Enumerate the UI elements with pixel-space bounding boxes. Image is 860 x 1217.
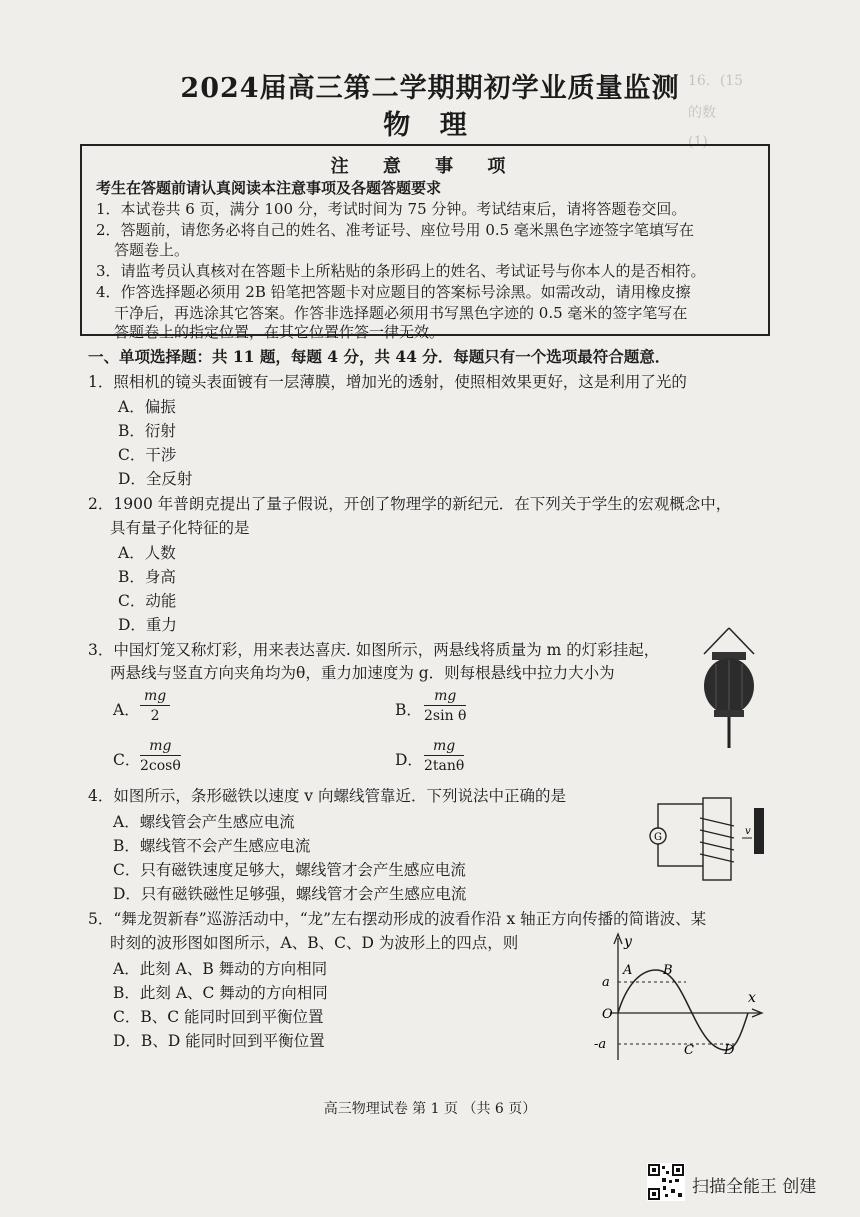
point-b-label: B	[663, 963, 673, 978]
q4-option-a: A．螺线管会产生感应电流	[113, 813, 295, 831]
q5-option-c: C．B、C 能同时回到平衡位置	[113, 1008, 324, 1026]
solenoid-figure	[648, 794, 774, 884]
q3-option-a-fraction	[140, 688, 170, 724]
point-d-label: D	[724, 1043, 735, 1058]
fraction-denominator: 2	[150, 708, 160, 724]
question-5-stem: 5．“舞龙贺新春”巡游活动中，“龙”左右摆动形成的波看作沿 x 轴正方向传播的简谐波、某	[88, 910, 707, 928]
lantern-figure	[696, 624, 762, 754]
fraction-numerator: mg	[140, 688, 170, 706]
q3-option-c-fraction	[140, 738, 181, 774]
q1-option-c: C．干涉	[118, 446, 177, 464]
q4-option-c: C．只有磁铁速度足够大，螺线管才会产生感应电流	[113, 861, 466, 879]
a-label: a	[602, 975, 610, 990]
notice-line: 4．作答选择题必须用 2B 铅笔把答题卡对应题目的答案标号涂黑。如需改动，请用橡皮擦	[96, 283, 691, 301]
neg-a-label: -a	[594, 1037, 607, 1052]
question-5-stem-cont: 时刻的波形图如图所示，A、B、C、D 为波形上的四点，则	[110, 934, 519, 952]
q3-option-d-fraction	[424, 738, 464, 774]
section-heading: 一、单项选择题：共 11 题，每题 4 分，共 44 分．每题只有一个选项最符合题意．	[88, 347, 671, 366]
notice-line: 3．请监考员认真核对在答题卡上所粘贴的条形码上的姓名、考试证号与你本人的是否相符。	[96, 262, 706, 280]
q3-option-d-label: D．	[395, 751, 423, 769]
wave-figure	[588, 928, 768, 1068]
q1-option-d: D．全反射	[118, 470, 193, 488]
q2-option-a: A．人数	[118, 544, 176, 562]
q4-option-d: D．只有磁铁磁性足够强，螺线管才会产生感应电流	[113, 885, 467, 903]
q2-option-c: C．动能	[118, 592, 177, 610]
point-c-label: C	[684, 1043, 694, 1058]
q3-option-c-label: C．	[113, 751, 141, 769]
fraction-numerator: mg	[424, 688, 466, 706]
exam-title: 2024届高三第二学期期初学业质量监测	[180, 73, 680, 104]
q5-option-d: D．B、D 能同时回到平衡位置	[113, 1032, 325, 1050]
notice-line: 干净后，再选涂其它答案。作答非选择题必须用书写黑色字迹的 0.5 毫米的签字笔写在	[114, 304, 688, 322]
lantern-base	[714, 710, 744, 717]
fraction-denominator: 2tanθ	[424, 758, 465, 774]
fraction-denominator: 2sin θ	[424, 708, 467, 724]
velocity-label: v	[745, 826, 751, 837]
notice-line: 1．本试卷共 6 页，满分 100 分，考试时间为 75 分钟。考试结束后，请将答题卷交回。	[96, 200, 687, 218]
galvanometer-label: G	[654, 832, 662, 843]
solenoid-core	[703, 798, 731, 880]
notice-line: 答题卷上的指定位置，在其它位置作答一律无效。	[114, 323, 445, 341]
question-4-stem: 4．如图所示，条形磁铁以速度 v 向螺线管靠近．下列说法中正确的是	[88, 787, 566, 805]
x-axis-label: x	[748, 990, 756, 1006]
q5-option-b: B．此刻 A、C 舞动的方向相同	[113, 984, 328, 1002]
q1-option-a: A．偏振	[118, 398, 176, 416]
q3-option-b-label: B．	[395, 701, 422, 719]
bleed-through-text: 16．(15	[688, 73, 744, 89]
bleed-through-text: 的数	[688, 105, 716, 121]
q2-option-b: B．身高	[118, 568, 176, 586]
bar-magnet	[754, 808, 764, 854]
q2-option-d: D．重力	[118, 616, 177, 634]
question-1-stem: 1．照相机的镜头表面镀有一层薄膜，增加光的透射，使照相效果更好，这是利用了光的	[88, 373, 687, 391]
y-axis-label: y	[624, 934, 632, 950]
question-3-stem: 3．中国灯笼又称灯彩，用来表达喜庆. 如图所示，两悬线将质量为 m 的灯彩挂起，	[88, 641, 660, 659]
q4-option-b: B．螺线管不会产生感应电流	[113, 837, 311, 855]
fraction-denominator: 2cosθ	[140, 758, 181, 774]
question-2-stem-cont: 具有量子化特征的是	[110, 519, 250, 537]
fraction-numerator: mg	[140, 738, 181, 756]
notice-line: 答题卷上。	[114, 241, 190, 259]
notice-line: 2．答题前，请您务必将自己的姓名、准考证号、座位号用 0.5 毫米黑色字迹签字笔填写在	[96, 221, 694, 239]
q5-option-a: A．此刻 A、B 舞动的方向相同	[113, 960, 328, 978]
qr-code-icon	[647, 1163, 685, 1201]
question-2-stem: 2．1900 年普朗克提出了量子假说，开创了物理学的新纪元．在下列关于学生的宏观概念中，	[88, 495, 732, 513]
point-a-label: A	[623, 963, 633, 978]
notice-title: 注 意 事 项	[330, 156, 520, 177]
origin-label: O	[602, 1007, 613, 1022]
lantern-right-string	[729, 628, 754, 654]
q3-option-a-label: A．	[113, 701, 140, 719]
q3-option-b-fraction	[424, 688, 466, 724]
notice-intro: 考生在答题前请认真阅读本注意事项及各题答题要求	[96, 179, 442, 197]
bleed-through-text: (1)	[688, 134, 708, 150]
scanner-watermark: 扫描全能王 创建	[692, 1177, 817, 1197]
fraction-numerator: mg	[424, 738, 464, 756]
q1-option-b: B．衍射	[118, 422, 176, 440]
lantern-left-string	[704, 628, 729, 654]
page-footer: 高三物理试卷 第 1 页 （共 6 页）	[323, 1101, 537, 1117]
question-3-stem-cont: 两悬线与竖直方向夹角均为θ，重力加速度为 g．则每根悬线中拉力大小为	[110, 664, 615, 682]
subject-title: 物 理	[383, 110, 477, 141]
